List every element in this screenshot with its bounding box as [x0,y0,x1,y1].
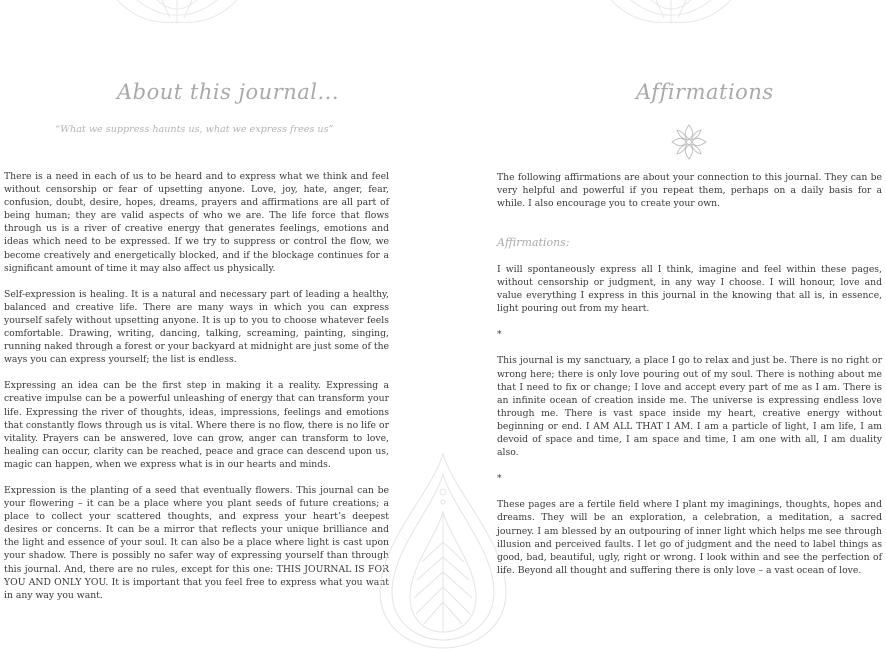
section-label: Affirmations: [497,236,570,249]
paragraph: Expressing an idea can be the first step in making it a reality. Expressing a creative impulse can be a powerful unleashing of energy that can transform your life. Expressing the river of thoughts, ideas, impressions, feelings and emotions that constantly flows through us is vital. Where there is no flow, there is no life or vitality. Prayers can be answered, love can grow, anger can transform to love, healing can occur, clarity can be reached, peace and grace can descend upon us, magic can happen, when we express what is in our hearts and minds. [4,380,389,470]
separator-asterisk: * [497,473,502,485]
mandala-ornament-icon [606,0,736,26]
paragraph: The following affirmations are about your connection to this journal. They can be very helpful and powerful if you repeat them, perhaps on a daily basis for a while. I also encourage you to create your own. [497,172,882,210]
affirmations-intro [497,171,882,210]
affirmation-item: I will spontaneously express all I think, imagine and feel within these pages, without censorship or judgment, in any way I choose. I will honour, love and value everything I express in this journal in the knowing that all is, in essence, light pouring out from my heart. [497,264,882,315]
page-title: Affirmations [636,80,774,104]
mandala-ornament-icon [112,0,242,26]
epigraph-quote: “What we suppress haunts us, what we express frees us” [55,124,334,135]
affirmations-list [497,263,882,590]
affirmation-item: This journal is my sanctuary, a place I go to relax and just be. There is no right or wrong here; there is only love pouring out of my soul. There is nothing about me that I need to fix or change; I love and accept every part of me as I am. There is an infinite ocean of creation inside me. The universe is expressing endless love through me. There is vast space inside my heart, creative energy without beginning or end. I AM ALL THAT I AM. I am a particle of light, I am life, I am devoid of space and time, I am space and time, I am one with all, I am duality also. [497,355,882,459]
separator-asterisk: * [497,329,502,341]
about-body [4,170,389,615]
paragraph: Self-expression is healing. It is a natural and necessary part of leading a healthy, balanced and creative life. There are many ways in which you can express yourself safely without upsetting anyone. It is up to you to choose whatever feels comfortable. Drawing, writing, dancing, talking, screaming, painting, singing, running naked through a forest or your backyard at midnight are just some of the ways you can express yourself; the list is endless. [4,288,389,366]
paragraph: Expression is the planting of a seed that eventually flowers. This journal can be your flowering – it can be a place where you plant seeds of future creations; a place to collect your scattered thoughts, and express your heart’s deepest desires or concerns. It can be a mirror that reflects your unique brilliance and the light and essence of your soul. It can also be a place where light is cast upon your shadow. There is possibly no safer way of expressing yourself than through this journal. And, there are no rules, except for this one: THIS JOURNAL IS FOR YOU AND ONLY YOU. It is important that you feel free to express what you want in any way you want. [4,484,389,601]
paragraph: There is a need in each of us to be heard and to express what we think and feel without censorship or fear of upsetting anyone. Love, joy, hate, anger, fear, confusion, doubt, desire, hopes, dreams, prayers and affirmations are all part of being human; they are valid aspects of who we are. The life force that flows through us is a river of creative energy that generates feelings, emotions and ideas which need to be expressed. If we try to suppress or control the flow, we become creatively and energetically blocked, and if the blockage continues for a significant amount of time it may also affect us physically. [4,171,389,274]
page-title: About this journal... [117,80,340,104]
affirmation-item: These pages are a fertile field where I plant my imaginings, thoughts, hopes and dreams. They will be an exploration, a celebration, a meditation, a sacred journey. I am blessed by an outpouring of inner light which helps me see through illusion and perceived faults. I let go of judgment and the need to label things as good, bad, beautiful, ugly, right or wrong. I look within and see the perfection of life. Beyond all thought and suffering there is only love – a vast ocean of love. [497,499,882,576]
